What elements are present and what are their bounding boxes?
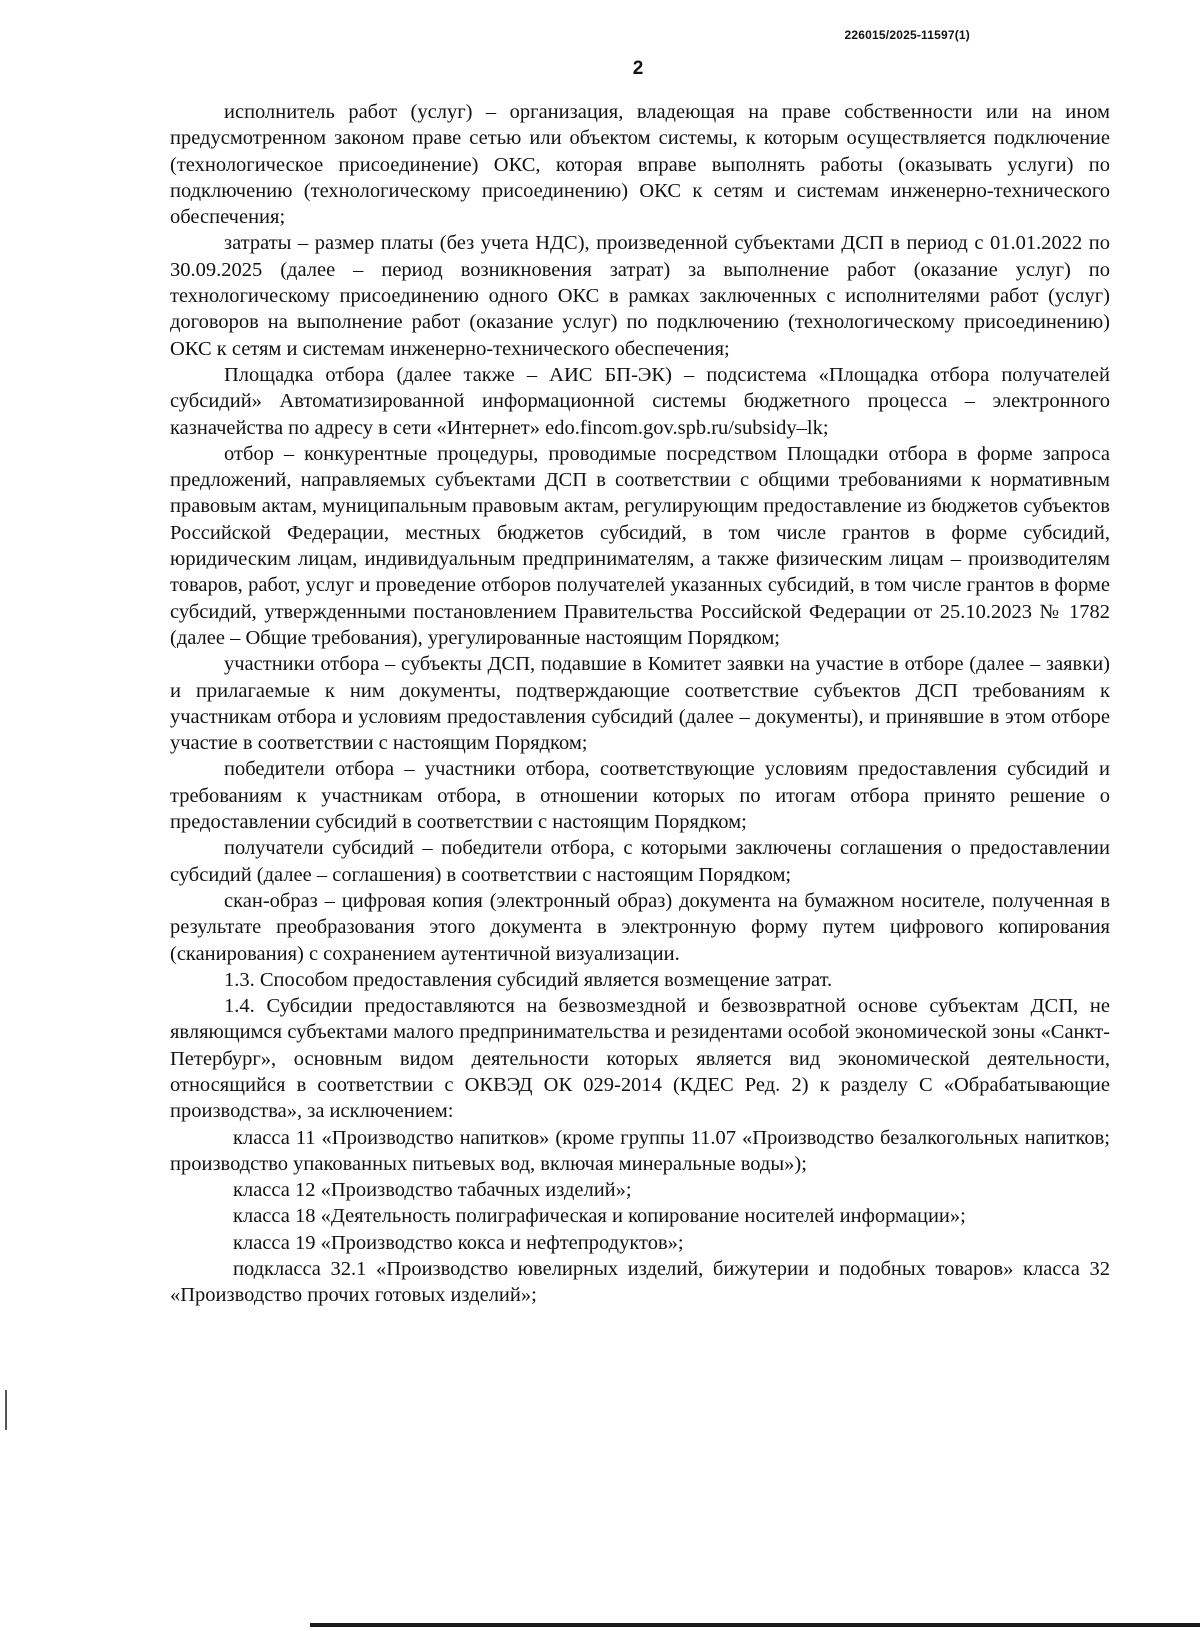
exclusion-item: класса 12 «Производство табачных изделий»;	[233, 1179, 632, 1202]
paragraph-platform-definition: Площадка отбора (далее также – АИС БП-ЭК) – подсистема «Площадка отбора получателей субсидий» Автоматизированной информационной системы бюджетного процесса – электронного казначейства по адресу в сети «Интернет» edo.fincom.gov.spb.ru/subsidy–lk;	[170, 363, 1110, 439]
paragraph-1-3: 1.3. Способом предоставления субсидий является возмещение затрат.	[224, 968, 833, 991]
page-number: 2	[632, 58, 644, 79]
exclusion-item: класса 19 «Производство кокса и нефтепродуктов»;	[233, 1231, 684, 1254]
document-registration-number: 226015/2025-11597(1)	[844, 28, 970, 42]
scan-margin-mark	[5, 1390, 7, 1430]
paragraph-winners-definition: победители отбора – участники отбора, соответствующие условиям предоставления субсидий и требованиям к участникам отбора, в отношении которых по итогам отбора принято решение о предоставлении субсидий в соответствии с настоящим Порядком;	[170, 758, 1110, 834]
paragraph-1-4: 1.4. Субсидии предоставляются на безвозмездной и безвозвратной основе субъектам ДСП, не являющимся субъектами малого предпринимательства и резидентами особой экономической зоны «Санкт-Петербург», основным видом деятельности которых является вид экономической деятельности, относящийся в соответствии с ОКВЭД ОК 029-2014 (КДЕС Ред. 2) к разделу С «Обрабатывающие производства», за исключением:	[170, 995, 1110, 1123]
paragraph-scan-definition: скан-образ – цифровая копия (электронный образ) документа на бумажном носителе, полученная в результате преобразования этого документа в электронную форму путем цифрового копирования (сканирования) с сохранением аутентичной визуализации.	[170, 889, 1110, 965]
exclusion-item: класса 11 «Производство напитков» (кроме группы 11.07 «Производство безалкогольных напитков; производство упакованных питьевых вод, включая минеральные воды»);	[170, 1126, 1110, 1175]
scan-edge-line	[310, 1623, 1200, 1627]
exclusion-item: подкласса 32.1 «Производство ювелирных изделий, бижутерии и подобных товаров» класса 32 «Производство прочих готовых изделий»;	[170, 1258, 1110, 1307]
paragraph-costs-definition: затраты – размер платы (без учета НДС), произведенной субъектами ДСП в период с 01.01.2022 по 30.09.2025 (далее – период возникновения затрат) за выполнение работ (оказание услуг) по технологическому присоединению одного ОКС в рамках заключенных с исполнителями работ (услуг) договоров на выполнение работ (оказание услуг) по подключению (технологическому присоединению) ОКС к сетям и системам инженерно-технического обеспечения;	[170, 232, 1110, 360]
paragraph-contractor-definition: исполнитель работ (услуг) – организация, владеющая на праве собственности или на ином предусмотренном законом праве сетью или объектом системы, к которым осуществляется подключение (технологическое присоединение) ОКС, которая вправе выполнять работы (оказывать услуги) по подключению (технологическому присоединению) ОКС к сетям и системам инженерно-технического обеспечения;	[170, 101, 1110, 229]
paragraph-participants-definition: участники отбора – субъекты ДСП, подавшие в Комитет заявки на участие в отборе (далее – заявки) и прилагаемые к ним документы, подтверждающие соответствие субъектов ДСП требованиям к участникам отбора и условиям предоставления субсидий (далее – документы), и принявшие в этом отборе участие в соответствии с настоящим Порядком;	[170, 653, 1110, 755]
paragraph-recipients-definition: получатели субсидий – победители отбора, с которыми заключены соглашения о предоставлении субсидий (далее – соглашения) в соответствии с настоящим Порядком;	[170, 837, 1110, 886]
paragraph-selection-definition: отбор – конкурентные процедуры, проводимые посредством Площадки отбора в форме запроса предложений, направляемых субъектами ДСП в соответствии с общими требованиями к нормативным правовым актам, муниципальным правовым актам, регулирующим предоставление из бюджетов субъектов Российской Федерации, местных бюджетов субсидий, в том числе грантов в форме субсидий, юридическим лицам, индивидуальным предпринимателям, а также физическим лицам – производителям товаров, работ, услуг и проведение отборов получателей указанных субсидий, в том числе грантов в форме субсидий, утвержденными постановлением Правительства Российской Федерации от 25.10.2023 № 1782 (далее – Общие требования), урегулированные настоящим Порядком;	[170, 442, 1110, 649]
exclusion-item: класса 18 «Деятельность полиграфическая и копирование носителей информации»;	[233, 1205, 966, 1228]
document-body	[170, 99, 1110, 1309]
